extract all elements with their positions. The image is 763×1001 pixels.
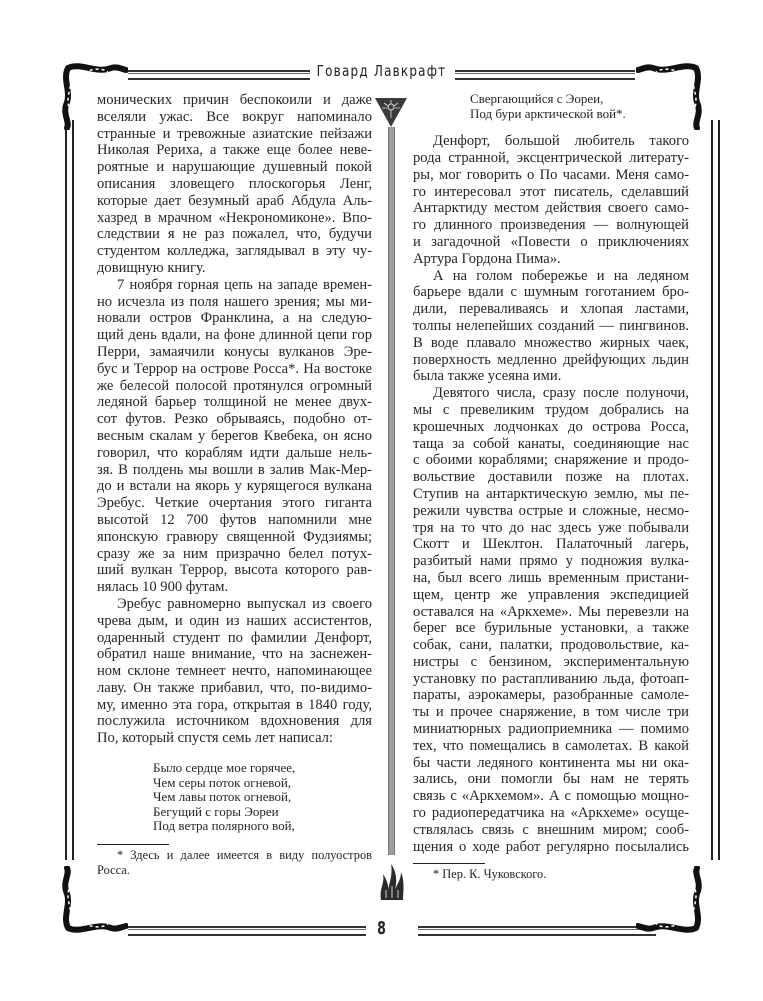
text-line: дили, переваливаясь и хлопая ластами,: [413, 301, 689, 318]
text-line: описания зловещего плоскогорья Ленг,: [97, 175, 372, 192]
text-line: же белесой полосой протянулся огромный: [97, 377, 372, 394]
header-rule-right: [455, 70, 635, 80]
text-line: довищную книгу.: [97, 259, 206, 276]
text-line: японскую гравюру священной Фудзиямы;: [97, 528, 372, 545]
text-line: ры, мог говорить о По часами. Меня само-: [413, 166, 689, 183]
border-right: [711, 120, 720, 860]
text-line: обратил наше внимание, что на заснежен-: [97, 646, 372, 663]
text-line: щем, центр же управления экспедицией: [413, 586, 689, 603]
text-line: поверхность медленно дрейфующих льдин: [413, 351, 689, 368]
triangle-ornament-icon: [374, 96, 408, 128]
text-line: ший вулкан Террор, высота которого рав-: [97, 562, 372, 579]
paragraph: [413, 385, 689, 855]
text-line: ледяной барьер толщиной не менее двух-: [97, 394, 372, 411]
right-body-text: [413, 133, 689, 855]
paragraph: [97, 92, 372, 277]
text-line: и загадочной «Повести о приключениях: [413, 233, 689, 250]
text-line: толпы нелепейших созданий — пингвинов.: [413, 317, 689, 334]
poem-line: Чем лавы поток огневой,: [153, 789, 292, 805]
text-line: нялась 10 900 футам.: [97, 579, 229, 596]
text-line: го интересовал этот писатель, сделавший: [413, 183, 689, 200]
poem-line: Под бури арктической вой*.: [470, 105, 626, 121]
text-line: берег все бурильные установки, а также: [413, 620, 689, 637]
text-line: была также усеяна ими.: [413, 368, 562, 385]
text-line: высотой 12 700 футов напомнили мне: [97, 511, 372, 528]
header-rule-left: [128, 70, 310, 80]
text-line: режили чувства острые и сложные, несмо-: [413, 502, 689, 519]
right-poem: [470, 92, 689, 121]
text-line: собак, сани, палатки, продовольствие, ка-: [413, 637, 689, 654]
poem-line: Чем серы поток огневой,: [153, 774, 292, 790]
text-line: Девятого числа, сразу после полуночи,: [433, 385, 689, 402]
text-line: ствлялась связь с внешним миром; сооб-: [413, 821, 689, 838]
text-line: го радиопередатчика на «Аркхеме» осуще-: [413, 805, 689, 822]
paragraph: [97, 596, 372, 747]
text-line: В воде плавало множество жирных чаек,: [413, 334, 689, 351]
text-line: на, был всего лишь временным пристани-: [413, 569, 689, 586]
text-line: оставался на «Аркхеме». Мы перевезли на: [413, 603, 689, 620]
text-line: ты и прочее снаряжение, в том числе три: [413, 704, 689, 721]
text-line: чрева дым, и один из наших ассистентов,: [97, 612, 372, 629]
text-line: монических причин беспокоили и даже: [97, 92, 372, 108]
text-line: зались, они помогли бы нам не терять: [413, 771, 689, 788]
text-line: весным скалам у берегов Квебека, он ясно: [97, 427, 372, 444]
text-line: го длинного произведения — волнующей: [413, 217, 689, 234]
footnote-line: * Пер. К. Чуковского.: [433, 867, 547, 882]
poem-line: Было сердце мое горячее,: [153, 760, 296, 776]
text-line: сразу же за ним призрачно белел потух-: [97, 545, 372, 562]
text-line: послужила источником вдохновения для: [97, 713, 372, 730]
paragraph: [413, 133, 689, 267]
text-line: А на голом побережье и на ледяном: [433, 267, 689, 284]
text-line: рода странной, эксцентрической литерату-: [413, 149, 689, 166]
text-line: хазред в мрачном «Некрономиконе». Впо-: [97, 209, 372, 226]
text-line: По, который спустя семь лет написал:: [97, 730, 334, 747]
text-line: ном склоне темнеет нечто, напоминающее: [97, 663, 372, 680]
paragraph: [97, 277, 372, 596]
text-line: щения о ходе работ регулярно посылались: [413, 838, 689, 855]
right-column: [413, 92, 689, 882]
text-line: вольствие доставили позже на плотах.: [413, 469, 689, 486]
text-line: Ступив на антарктическую землю, мы пе-: [413, 485, 689, 502]
footnote-line: * Здесь и далее имеется в виду полуостров: [117, 848, 372, 863]
text-line: роятные и нарушающие душевный покой: [97, 159, 372, 176]
text-line: говорил, что кораблям идти дальше нель-: [97, 444, 372, 461]
text-line: вселяли ужас. Все вокруг напоминало: [97, 108, 372, 125]
text-line: Скотт и Шеклтон. Палаточный лагерь,: [413, 536, 689, 553]
footnote-separator: [413, 863, 485, 864]
text-line: нистры с бензином, экспериментальную: [413, 653, 689, 670]
text-line: тех, что помещались в самолетах. В какой: [413, 737, 689, 754]
text-line: Артура Гордона Пима».: [413, 250, 561, 267]
left-body-text: [97, 92, 372, 747]
poem-line: Под ветра полярного вой,: [153, 818, 295, 834]
footnote-separator: [97, 844, 169, 845]
text-line: сот футов. Резко обрываясь, подобно от-: [97, 411, 372, 428]
text-line: таща за собой канаты, соединяющие нас: [413, 435, 689, 452]
text-line: Антарктиду местом действия своего само-: [413, 200, 689, 217]
text-line: 7 ноября горная цепь на западе времен-: [117, 276, 372, 293]
text-line: связь с «Аркхемом». А с помощью мощно-: [413, 788, 689, 805]
paragraph: [413, 268, 689, 386]
left-footnote: [97, 848, 372, 878]
text-line: новали остров Франклина, а на следую-: [97, 310, 372, 327]
running-title: Говард Лавкрафт: [316, 62, 447, 80]
text-line: до и встали на якорь у курящегося вулкана: [97, 478, 372, 495]
text-line: тря на то что до нас здесь уже побывали: [413, 519, 689, 536]
border-left: [65, 120, 74, 860]
text-line: Денфорт, большой любитель такого: [433, 133, 689, 150]
poem-line: Бегущий с горы Эореи: [153, 803, 279, 819]
poem-line: Свергающийся с Эореи,: [470, 91, 604, 106]
text-line: одаренный студент по фамилии Денфорт,: [97, 629, 372, 646]
text-line: установку по растапливанию льда, фотоап-: [413, 670, 689, 687]
text-line: барьере вдали с шумным гоготанием бро-: [413, 284, 689, 301]
text-line: Николая Рериха, а также еще более неве-: [97, 142, 372, 159]
text-line: бус и Террор на острове Росса*. На востоке: [97, 360, 372, 377]
flame-ornament-icon: [377, 858, 407, 902]
text-line: но исчезла из поля нашего зрения; мы ми-: [97, 293, 372, 310]
column-divider: [388, 127, 395, 855]
text-line: Эребус равномерно выпускал из своего: [117, 595, 372, 612]
text-line: лаву. Он также прибавил, что, по-видимо-: [97, 679, 372, 696]
text-line: странные и тревожные азиатские пейзажи: [97, 125, 372, 142]
footnote-line: Росса.: [97, 863, 130, 878]
text-line: Перри, замаячили конусы вулканов Эре-: [97, 343, 372, 360]
right-footnote: [413, 867, 689, 882]
left-column: [97, 92, 372, 878]
text-line: бы части ледяного континента мы ни ока-: [413, 754, 689, 771]
text-line: му, именно эта гора, открытая в 1840 году,: [97, 696, 372, 713]
text-line: мы с превеликим трудом добрались на: [413, 401, 689, 418]
page-number: 8: [377, 918, 386, 939]
text-line: следствии я не раз пожалел, что, будучи: [97, 226, 372, 243]
text-line: студентом колледжа, заглядывал в эту чу-: [97, 243, 372, 260]
text-line: с обоими кораблями; снаряжение и продо-: [413, 452, 689, 469]
text-line: крошечных лодчонках до острова Росса,: [413, 418, 689, 435]
text-line: щий день вдали, на фоне длинной цепи гор: [97, 327, 372, 344]
text-line: зя. В полдень мы вошли в залив Мак-Мер-: [97, 461, 372, 478]
left-poem: [153, 761, 372, 834]
text-line: параты, аэрокамеры, разобранные самоле-: [413, 687, 689, 704]
text-line: миниатюрных радиоприемника — помимо: [413, 721, 689, 738]
text-line: Эребус. Четкие очертания этого гиганта: [97, 495, 372, 512]
text-line: которые дает безумный араб Абдула Аль-: [97, 192, 372, 209]
text-line: разбитый нами прямо у подножия вулка-: [413, 553, 689, 570]
